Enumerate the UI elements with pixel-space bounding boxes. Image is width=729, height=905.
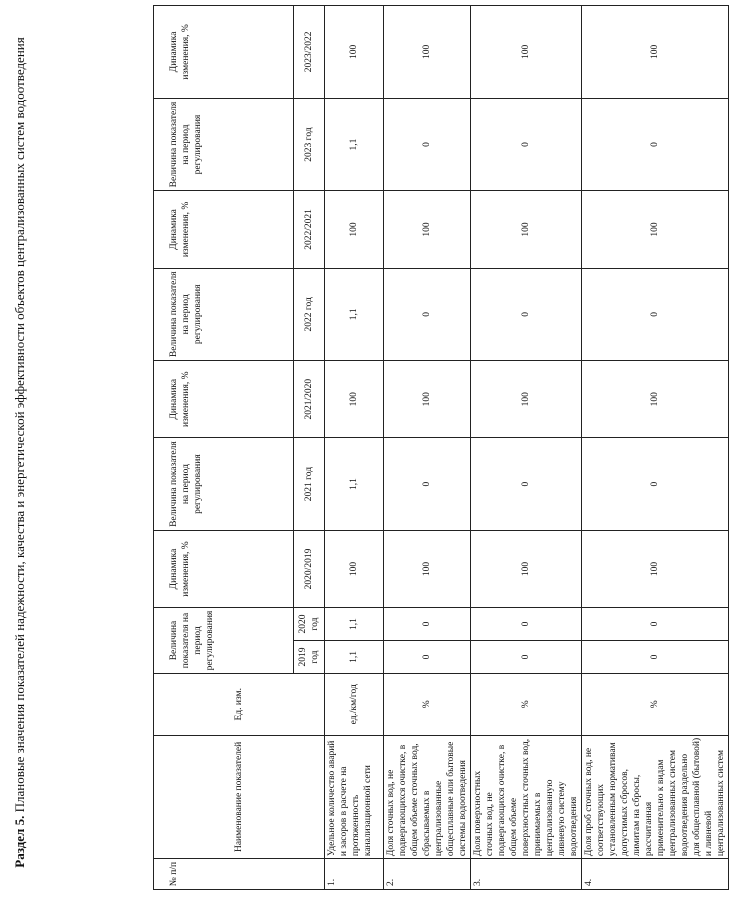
header-value-2019-2020: Величина показателя на период регулирования — [154, 608, 294, 674]
subheader-2023: 2023 год — [294, 98, 325, 191]
row-value-2023: 1,1 — [325, 98, 384, 191]
table-row — [325, 6, 384, 890]
row-unit: % — [471, 673, 582, 735]
row-value-2023: 0 — [582, 98, 729, 191]
row-value-2020: 0 — [471, 608, 582, 641]
row-name: Удельное количество аварий и засоров в расчете на протяженность канализационной сети — [325, 735, 384, 858]
header-value-2021: Величина показателя на период регулирования — [154, 438, 294, 531]
subheader-d2022: 2022/2021 — [294, 191, 325, 268]
row-num: 4. — [582, 859, 729, 890]
row-value-2020: 1,1 — [325, 608, 384, 641]
row-dynamics-2021: 100 — [582, 361, 729, 438]
subheader-2019: 2019 год — [294, 641, 325, 674]
row-value-2021: 0 — [384, 438, 471, 531]
row-name: Доля поверхностных сточных вод, не подвергающихся очистке, в общем объеме поверхностных сточных вод, принимаемых в централизованную ливневую систему водоотведения — [471, 735, 582, 858]
row-unit: % — [582, 673, 729, 735]
row-value-2021: 0 — [471, 438, 582, 531]
row-dynamics-2020: 100 — [325, 530, 384, 607]
subheader-d2023: 2023/2022 — [294, 6, 325, 99]
subheader-2022: 2022 год — [294, 268, 325, 361]
row-unit: ед./км/год — [325, 673, 384, 735]
row-value-2021: 1,1 — [325, 438, 384, 531]
header-dynamics-2020: Динамика изменения, % — [154, 530, 294, 607]
row-dynamics-2022: 100 — [471, 191, 582, 268]
table-row — [582, 6, 729, 890]
row-value-2022: 0 — [384, 268, 471, 361]
header-value-2023: Величина показателя на период регулирования — [154, 98, 294, 191]
row-name: Доля сточных вод, не подвергающихся очистке, в общем объеме сточных вод, сбрасываемых в централизованные общесплавные или бытовые системы водоотведения — [384, 735, 471, 858]
table-row — [384, 6, 471, 890]
row-value-2022: 0 — [582, 268, 729, 361]
header-value-2022: Величина показателя на период регулирования — [154, 268, 294, 361]
row-dynamics-2020: 100 — [384, 530, 471, 607]
row-num: 1. — [325, 859, 384, 890]
row-dynamics-2022: 100 — [384, 191, 471, 268]
row-value-2020: 0 — [384, 608, 471, 641]
row-dynamics-2022: 100 — [582, 191, 729, 268]
row-value-2020: 0 — [582, 608, 729, 641]
row-name: Доля проб сточных вод, не соответствующих установленным нормативам допустимых сбросов, лимитам на сбросы, рассчитанная применительно к видам централизованных систем водоотведения раздельно для общесплавной (бытовой) и ливневой централизованных систем — [582, 735, 729, 858]
header-name: Наименование показателей — [154, 735, 325, 858]
header-unit: Ед. изм. — [154, 673, 325, 735]
row-dynamics-2020: 100 — [471, 530, 582, 607]
row-dynamics-2020: 100 — [582, 530, 729, 607]
row-dynamics-2021: 100 — [384, 361, 471, 438]
row-num: 2. — [384, 859, 471, 890]
section-heading — [12, 25, 28, 880]
row-value-2023: 0 — [384, 98, 471, 191]
header-dynamics-2023: Динамика изменения, % — [154, 6, 294, 99]
header-num: № п/п — [154, 859, 325, 890]
subheader-2021: 2021 год — [294, 438, 325, 531]
indicators-table — [153, 5, 729, 890]
row-num: 3. — [471, 859, 582, 890]
header-dynamics-2022: Динамика изменения, % — [154, 191, 294, 268]
row-dynamics-2023: 100 — [471, 6, 582, 99]
row-dynamics-2021: 100 — [325, 361, 384, 438]
row-dynamics-2022: 100 — [325, 191, 384, 268]
row-value-2019: 1,1 — [325, 641, 384, 674]
row-value-2019: 0 — [384, 641, 471, 674]
header-row — [154, 6, 294, 890]
row-unit: % — [384, 673, 471, 735]
row-value-2022: 1,1 — [325, 268, 384, 361]
row-value-2021: 0 — [582, 438, 729, 531]
table-row — [471, 6, 582, 890]
row-dynamics-2023: 100 — [384, 6, 471, 99]
header-dynamics-2021: Динамика изменения, % — [154, 361, 294, 438]
row-value-2023: 0 — [471, 98, 582, 191]
row-dynamics-2021: 100 — [471, 361, 582, 438]
subheader-2020: 2020 год — [294, 608, 325, 641]
subheader-d2020: 2020/2019 — [294, 530, 325, 607]
row-value-2019: 0 — [471, 641, 582, 674]
row-value-2022: 0 — [471, 268, 582, 361]
row-dynamics-2023: 100 — [582, 6, 729, 99]
row-value-2019: 0 — [582, 641, 729, 674]
section-heading-text: Плановые значения показателей надежности, качества и энергетической эффективности объектов централизованных систем водоотведения — [12, 37, 27, 813]
row-dynamics-2023: 100 — [325, 6, 384, 99]
subheader-d2021: 2021/2020 — [294, 361, 325, 438]
section-heading-prefix: Раздел 5. — [12, 815, 27, 868]
